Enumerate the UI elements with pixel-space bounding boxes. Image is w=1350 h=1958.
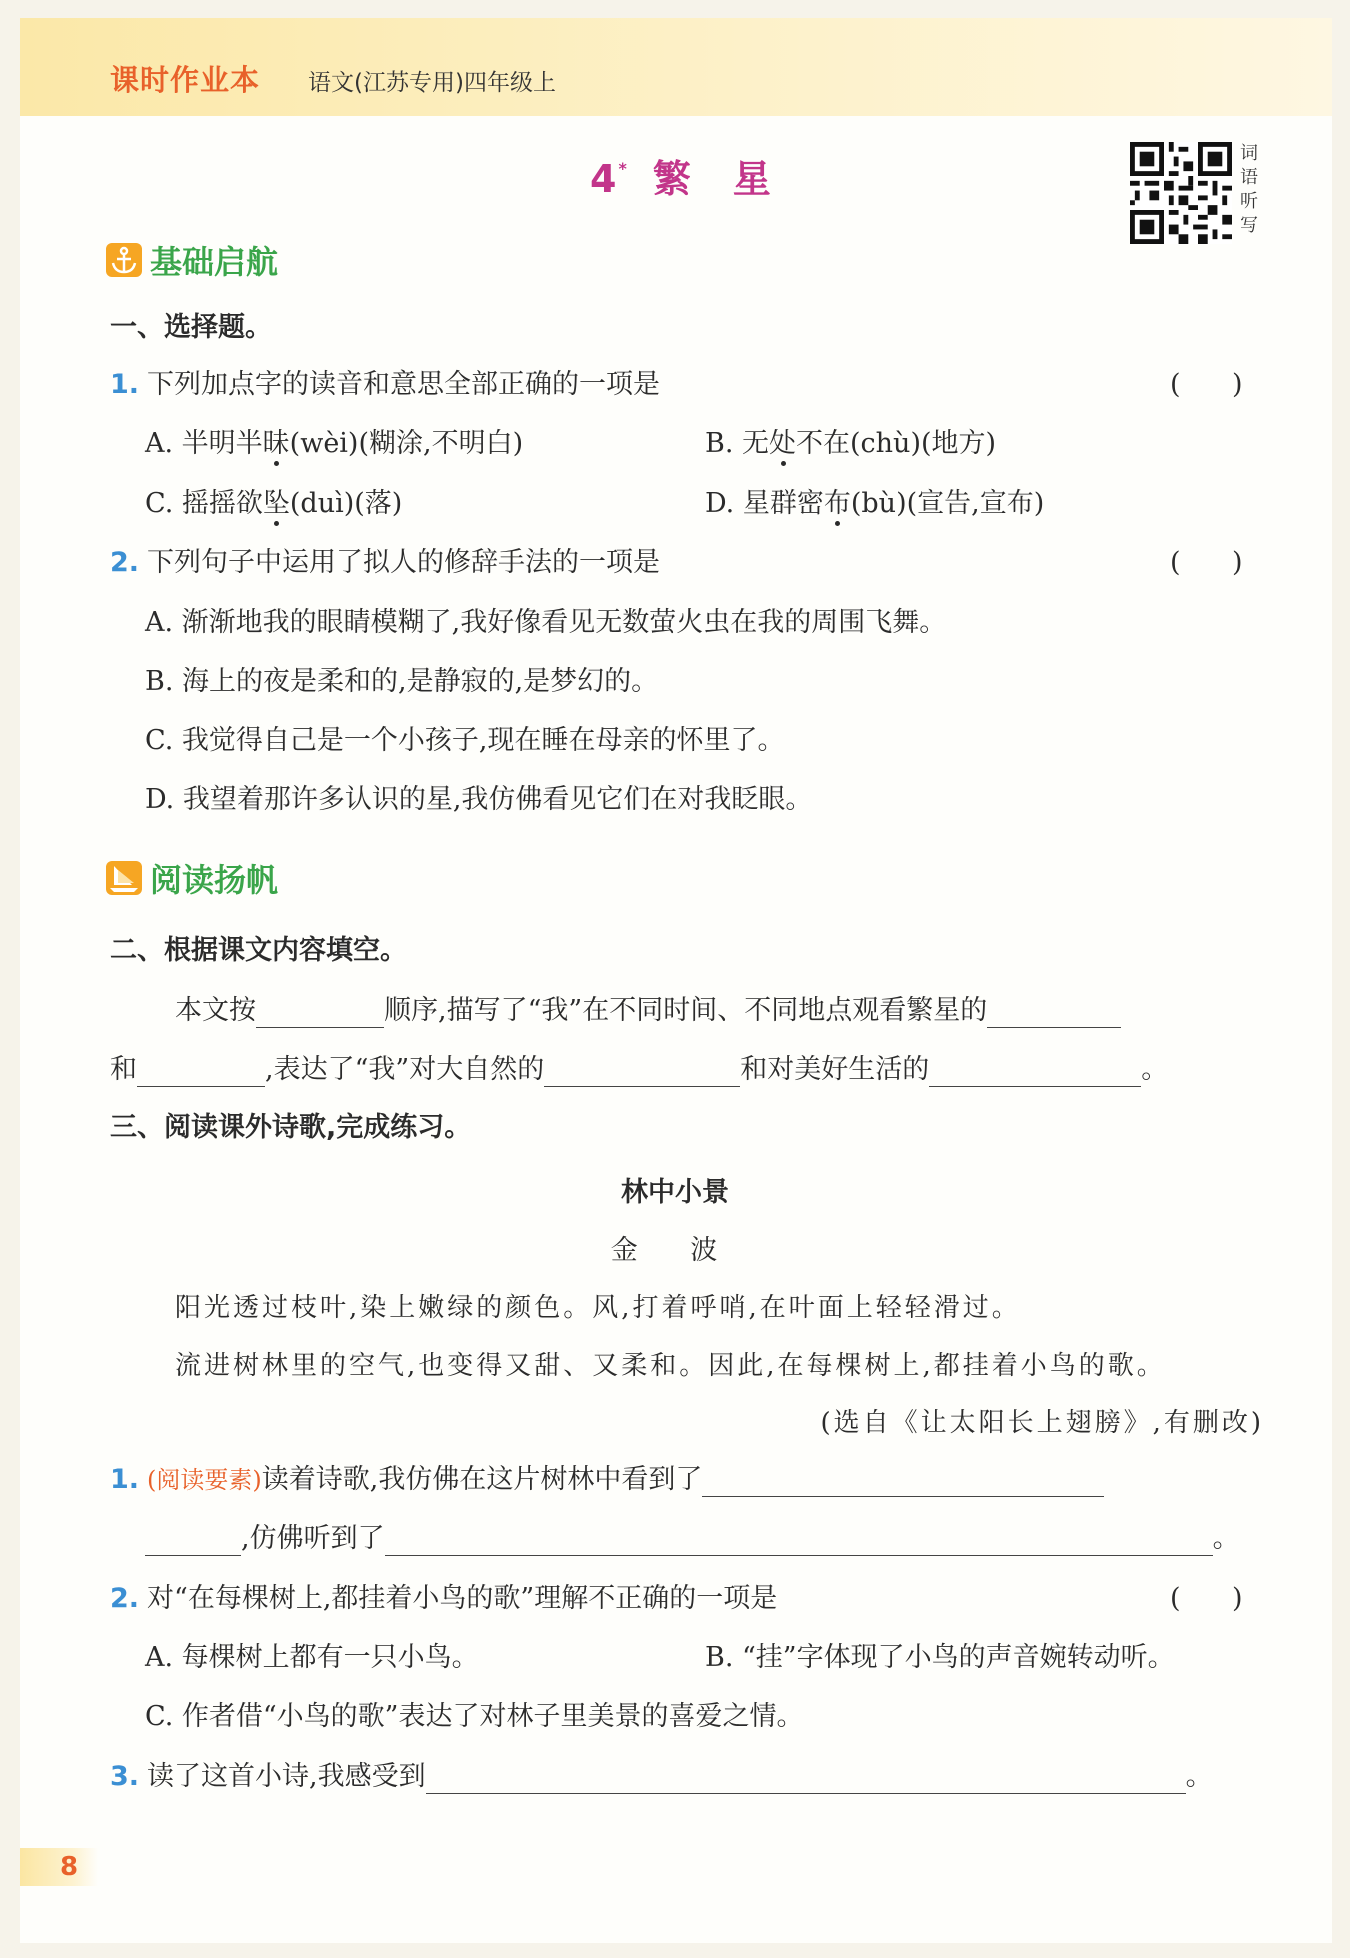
fill-text: 和对美好生活的 — [740, 1054, 930, 1085]
option-1D[interactable] — [705, 487, 1044, 521]
reading-question-3 — [110, 1760, 1213, 1794]
book-subtitle: 语文(江苏专用)四年级上 — [308, 70, 556, 96]
answer-bracket[interactable]: ( ) — [1170, 369, 1243, 400]
option-r2C[interactable]: C. 作者借“小鸟的歌”表达了对林子里美景的喜爱之情。 — [145, 1701, 804, 1732]
answer-bracket[interactable]: ( ) — [1170, 1583, 1243, 1614]
brand-title: 课时作业本 — [110, 63, 261, 97]
option-1A[interactable] — [145, 427, 523, 461]
anchor-icon — [106, 243, 142, 277]
question-number: 2. — [110, 547, 140, 578]
page-number: 8 — [20, 1848, 98, 1886]
fill-blank[interactable] — [929, 1056, 1141, 1087]
question-number: 2. — [110, 1583, 140, 1614]
dotted-char: 昧 — [262, 428, 290, 459]
reading-question-1 — [110, 1463, 1104, 1497]
fill-blank[interactable] — [544, 1056, 740, 1087]
poem-title: 林中小景 — [621, 1177, 729, 1208]
question-number: 3. — [110, 1761, 140, 1792]
section-title-basics: 基础启航 — [150, 243, 279, 281]
section-title-reading: 阅读扬帆 — [150, 861, 279, 899]
option-2C[interactable]: C. 我觉得自己是一个小孩子,现在睡在母亲的怀里了。 — [145, 725, 785, 756]
lesson-title-char-1: 繁 — [652, 157, 693, 201]
question-text: ,仿佛听到了 — [241, 1523, 385, 1554]
fill-blank[interactable] — [256, 997, 384, 1028]
option-r2A[interactable]: A. 每棵树上都有一只小鸟。 — [145, 1642, 479, 1673]
option-text: D. 星群密 — [705, 488, 824, 519]
answer-bracket[interactable]: ( ) — [1170, 547, 1243, 578]
part2-title: 二、根据课文内容填空。 — [110, 935, 407, 966]
question-1 — [110, 368, 660, 402]
question-text: 对“在每棵树上,都挂着小鸟的歌”理解不正确的一项是 — [147, 1583, 778, 1614]
qr-code-icon[interactable] — [1130, 142, 1232, 244]
question-text: 下列句子中运用了拟人的修辞手法的一项是 — [147, 547, 661, 578]
option-1C[interactable] — [145, 487, 402, 521]
option-1B[interactable] — [705, 427, 996, 461]
reading-question-1-cont — [145, 1522, 1240, 1556]
fill-line-1 — [175, 994, 1121, 1028]
poem-author: 金 波 — [610, 1235, 740, 1266]
fill-text: 顺序,描写了“我”在不同时间、不同地点观看繁星的 — [384, 995, 988, 1026]
period: 。 — [1212, 1523, 1240, 1554]
option-text: (bù)(宣告,宣布) — [850, 488, 1045, 519]
poem-line-2: 流进树林里的空气,也变得又甜、又柔和。因此,在每棵树上,都挂着小鸟的歌。 — [175, 1351, 1166, 1381]
answer-blank[interactable] — [426, 1763, 1186, 1794]
reading-element-tag: (阅读要素) — [147, 1466, 262, 1494]
lesson-mark: * — [618, 159, 629, 178]
option-text: B. 无 — [705, 428, 770, 459]
fill-blank[interactable] — [987, 997, 1121, 1028]
answer-blank[interactable] — [385, 1525, 1213, 1556]
qr-label: 词语听写 — [1240, 143, 1258, 236]
poem-line-1: 阳光透过枝叶,染上嫩绿的颜色。风,打着呼哨,在叶面上轻轻滑过。 — [175, 1293, 1021, 1323]
question-text: 读着诗歌,我仿佛在这片树林中看到了 — [261, 1464, 703, 1495]
part3-title: 三、阅读课外诗歌,完成练习。 — [110, 1112, 472, 1143]
lesson-title-char-2: 星 — [732, 157, 773, 201]
section-heading-reading — [106, 858, 278, 898]
option-text: A. 半明半 — [145, 428, 263, 459]
option-text: C. 摇摇欲 — [145, 488, 263, 519]
section-heading-basics — [106, 240, 278, 280]
question-text: 读了这首小诗,我感受到 — [147, 1761, 426, 1792]
sail-icon — [106, 861, 142, 895]
question-number: 1. — [110, 1464, 140, 1495]
option-text: 不在(chù)(地方) — [796, 428, 997, 459]
lesson-number: 4 — [590, 157, 619, 201]
fill-text: 和 — [110, 1054, 137, 1085]
dotted-char: 处 — [769, 428, 797, 459]
option-r2B[interactable]: B. “挂”字体现了小鸟的声音婉转动听。 — [705, 1642, 1175, 1673]
fill-text: 本文按 — [175, 995, 256, 1026]
answer-blank[interactable] — [145, 1525, 241, 1556]
fill-text: ,表达了“我”对大自然的 — [265, 1054, 545, 1085]
period: 。 — [1185, 1761, 1213, 1792]
part1-title: 一、选择题。 — [110, 312, 272, 343]
option-text: (wèi)(糊涂,不明白) — [289, 428, 524, 459]
option-text: (duì)(落) — [289, 488, 403, 519]
lesson-title — [590, 148, 773, 203]
question-number: 1. — [110, 369, 140, 400]
question-2 — [110, 546, 660, 580]
dotted-char: 坠 — [262, 488, 290, 519]
option-2D[interactable]: D. 我望着那许多认识的星,我仿佛看见它们在对我眨眼。 — [145, 784, 813, 815]
fill-blank[interactable] — [137, 1056, 265, 1087]
fill-line-2 — [110, 1053, 1168, 1087]
option-2B[interactable]: B. 海上的夜是柔和的,是静寂的,是梦幻的。 — [145, 666, 659, 697]
answer-blank[interactable] — [702, 1466, 1104, 1497]
reading-question-2 — [110, 1582, 777, 1616]
option-2A[interactable]: A. 渐渐地我的眼睛模糊了,我好像看见无数萤火虫在我的周围飞舞。 — [145, 607, 947, 638]
fill-text: 。 — [1141, 1054, 1169, 1085]
poem-source: (选自《让太阳长上翅膀》,有删改) — [820, 1408, 1264, 1438]
question-text: 下列加点字的读音和意思全部正确的一项是 — [147, 369, 661, 400]
dotted-char: 布 — [823, 488, 851, 519]
